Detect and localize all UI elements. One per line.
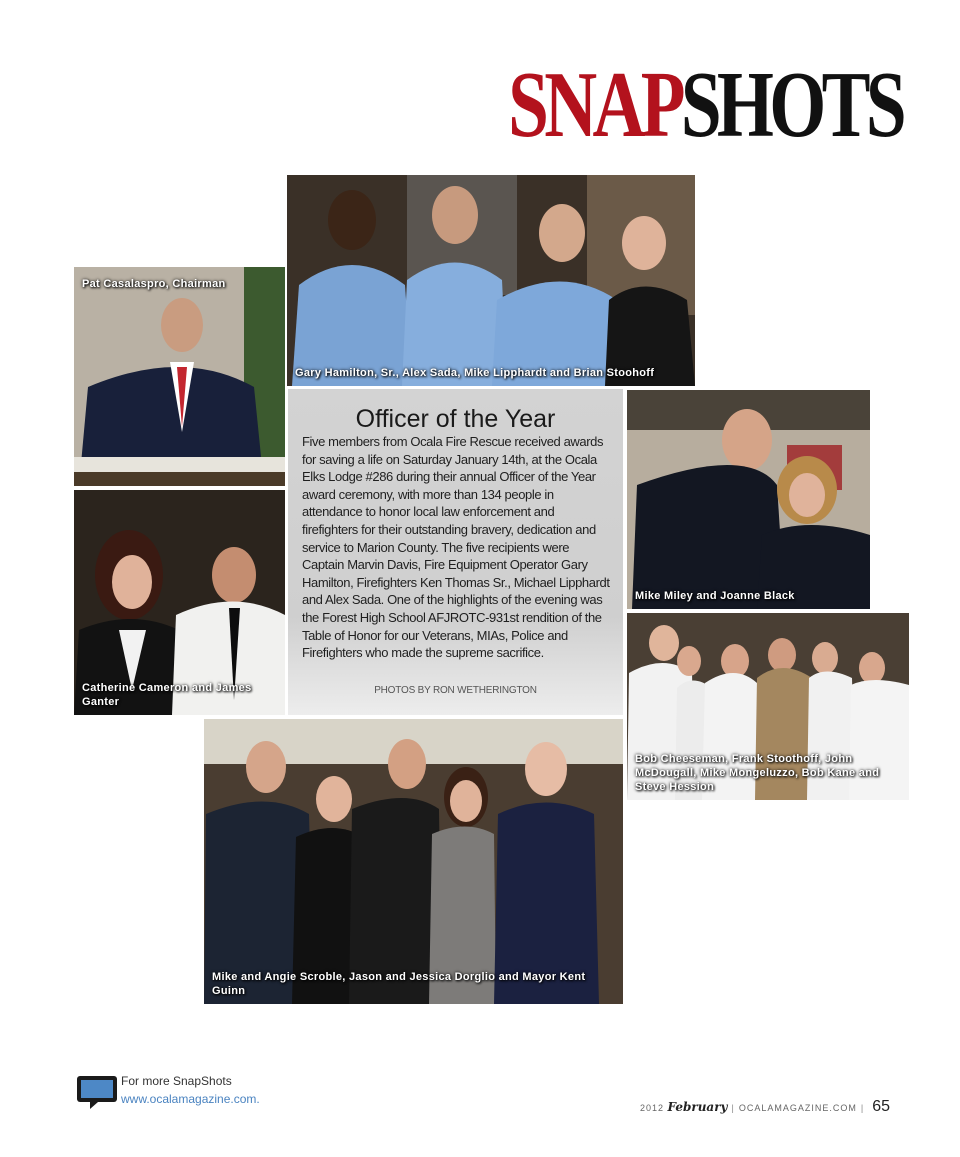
folio-month: February	[667, 1100, 728, 1114]
page-folio: 2012 February | OCALAMAGAZINE.COM | 65	[639, 1098, 890, 1115]
photo-caption: Gary Hamilton, Sr., Alex Sada, Mike Lipphardt and Brian Stoohoff	[295, 367, 655, 379]
folio-site: OCALAMAGAZINE.COM	[738, 1103, 857, 1113]
photo-cameron	[74, 490, 285, 715]
masthead-snap: SNAP	[508, 53, 681, 157]
photo-caption: Bob Cheeseman, Frank Stoothoff, John McDougall, Mike Mongeluzzo, Bob Kane and Steve Hession	[635, 753, 880, 793]
story-title: Officer of the Year	[355, 405, 556, 433]
masthead-shots: SHOTS	[680, 53, 902, 157]
story-panel	[288, 389, 623, 715]
speech-bubble-icon	[76, 1074, 118, 1110]
photo-caption: Catherine Cameron and James Ganter	[82, 682, 252, 708]
folio-year: 2012	[639, 1103, 664, 1113]
page-number: 65	[872, 1098, 890, 1115]
photo-chairman	[74, 267, 285, 486]
photo-group	[627, 613, 909, 800]
masthead	[508, 53, 902, 157]
photo-firefighters	[287, 175, 695, 386]
photo-caption: Mike and Angie Scroble, Jason and Jessica Dorglio and Mayor Kent Guinn	[212, 971, 586, 997]
photo-credit: PHOTOS BY RON WETHERINGTON	[374, 685, 537, 696]
footer-label: For more SnapShots	[121, 1074, 232, 1088]
photo-caption: Pat Casalaspro, Chairman	[82, 278, 226, 290]
photo-miley	[627, 390, 870, 609]
photo-scroble	[204, 719, 623, 1004]
story-body: Five members from Ocala Fire Rescue received awards for saving a life on Saturday January 14th, at the Ocala Elks Lodge #286 during their annual Officer of the Year award ceremony, with more than 134 people in attendance to honor local law enforcement and firefighters for their outstanding bravery, dedication and service to Marion County. The five recipients were Captain Marvin Davis, Fire Equipment Operator Gary Hamilton, Firefighters Ken Thomas Sr., Michael Lipphardt and Alex Sada. One of the highlights of the evening was the Forest High School AFJROTC-931st rendition of the Table of Honor for our Veterans, MIAs, Police and Firefighters who made the supreme sacrifice.	[302, 434, 610, 661]
footer-link[interactable]: www.ocalamagazine.com.	[121, 1092, 260, 1106]
photo-caption: Mike Miley and Joanne Black	[635, 590, 795, 602]
